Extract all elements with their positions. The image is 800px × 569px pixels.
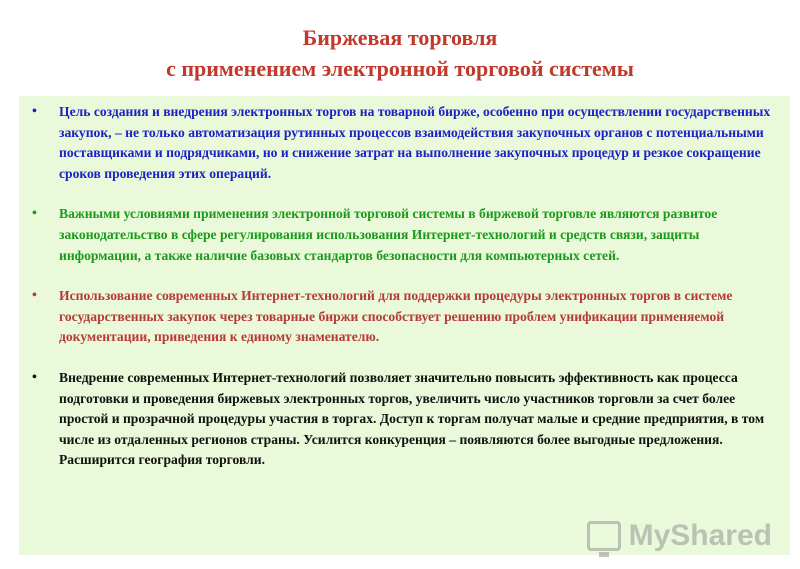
bullet-text: Внедрение современных Интернет-технологий позволяет значительно повысить эффективность как процесса подготовки и проведения биржевых электронных торгов, увеличить число участников торговли за счет более простой и прозрачной процедуры участия в торгах. Доступ к торгам получат малые и средние предприятия, в том числе из отдаленных регионов страны. Усилится конкуренция – появляются более выгодные предложения. Расширится география торговли. — [59, 369, 765, 468]
bullet-text: Использование современных Интернет-технологий для поддержки процедуры электронных торгов в системе государственных закупок через товарные биржи способствует решению проблем унификации применяемой документации, приведения к единому знаменателю. — [59, 288, 733, 345]
bullet-text: Важными условиями применения электронной торговой системы в биржевой торговле являются развитое законодательство в сфере регулирования использования Интернет-технологий и средств связи, защиты информации, а также наличие базовых стандартов безопасности для компьютерных сетей. — [59, 206, 718, 263]
slide-title-line2: с применением электронной торговой системы — [166, 56, 634, 81]
bullet-dot: • — [32, 369, 37, 385]
bullet-item-purpose — [19, 102, 790, 184]
bullet-dot: • — [32, 206, 37, 222]
bullet-text: Цель создания и внедрения электронных торгов на товарной бирже, особенно при осуществлении государственных закупок, – не только автоматизация рутинных процессов взаимодействия закупочных органов с потенциальными поставщиками и подрядчиками, но и снижение затрат на выполнение закупочных процедур и резкое сокращение сроков проведения этих операций. — [59, 104, 771, 181]
bullet-dot: • — [32, 288, 37, 304]
bullet-dot: • — [32, 104, 37, 119]
slide-title — [0, 22, 800, 84]
content-panel — [19, 96, 790, 555]
slide-title-line1: Биржевая торговля — [302, 25, 498, 50]
bullet-item-implementation — [19, 368, 790, 471]
watermark-text: MyShared — [628, 519, 772, 552]
bullet-item-usage — [19, 286, 790, 348]
monitor-icon — [587, 521, 621, 551]
bullet-list — [19, 102, 790, 491]
watermark-logo — [587, 519, 772, 553]
bullet-item-conditions — [19, 204, 790, 266]
